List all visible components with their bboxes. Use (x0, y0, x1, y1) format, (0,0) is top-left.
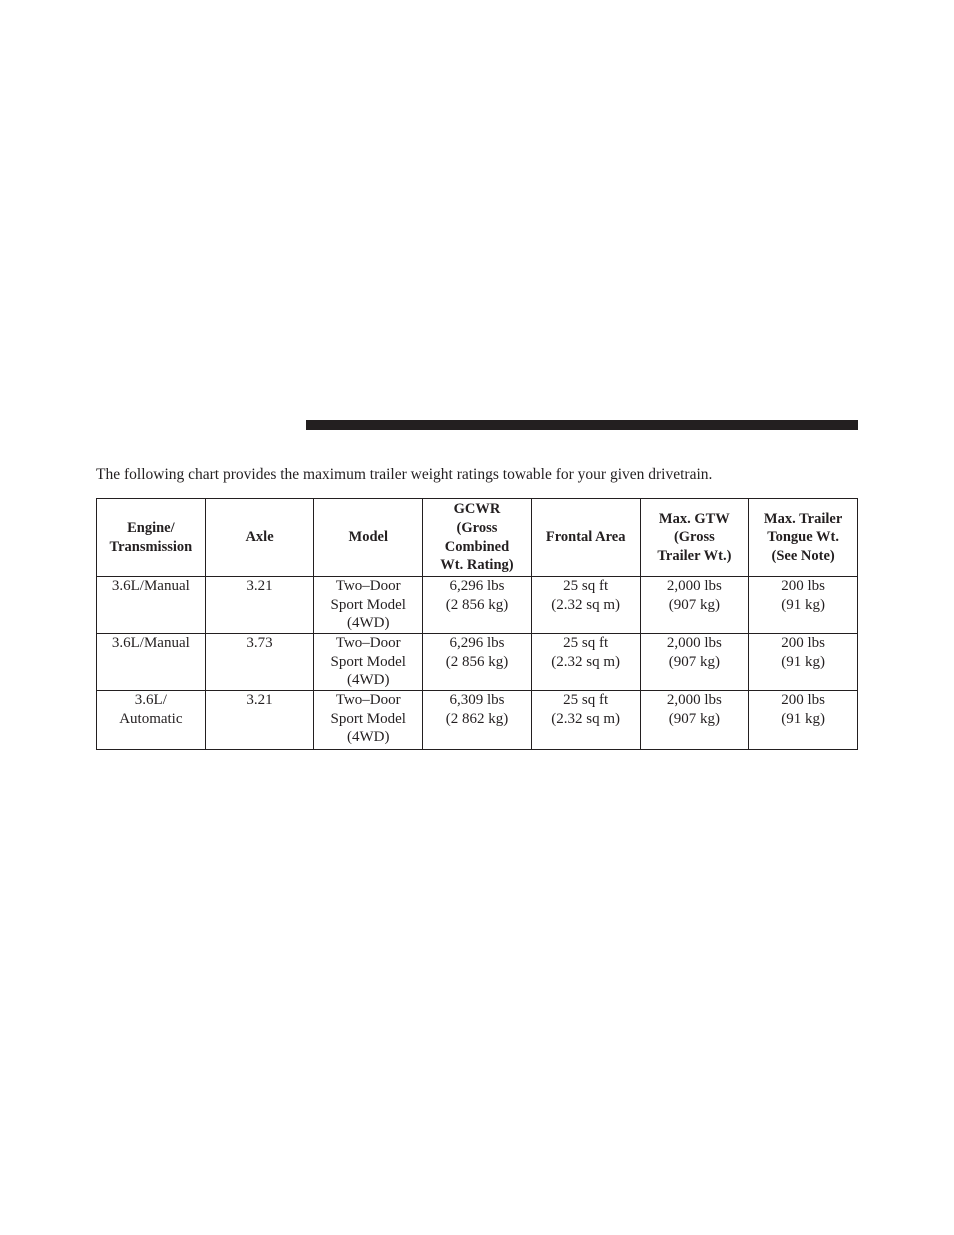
header-frontal-area: Frontal Area (531, 499, 640, 577)
cell-frontal-area: 25 sq ft (2.32 sq m) (531, 691, 640, 750)
table-row (97, 691, 858, 750)
header-engine-transmission: Engine/ Transmission (97, 499, 206, 577)
cell-model: Two–Door Sport Model (4WD) (314, 691, 423, 750)
cell-gcwr: 6,309 lbs (2 862 kg) (423, 691, 532, 750)
cell-axle: 3.21 (205, 577, 314, 634)
cell-frontal-area: 25 sq ft (2.32 sq m) (531, 634, 640, 691)
cell-axle: 3.21 (205, 691, 314, 750)
cell-gcwr: 6,296 lbs (2 856 kg) (423, 577, 532, 634)
cell-max-gtw: 2,000 lbs (907 kg) (640, 577, 749, 634)
header-axle: Axle (205, 499, 314, 577)
cell-axle: 3.73 (205, 634, 314, 691)
table-row (97, 577, 858, 634)
header-model: Model (314, 499, 423, 577)
trailer-weight-ratings-table (96, 498, 858, 750)
cell-engine-transmission: 3.6L/ Automatic (97, 691, 206, 750)
cell-engine-transmission: 3.6L/Manual (97, 577, 206, 634)
cell-frontal-area: 25 sq ft (2.32 sq m) (531, 577, 640, 634)
cell-engine-transmission: 3.6L/Manual (97, 634, 206, 691)
cell-max-tongue-wt: 200 lbs (91 kg) (749, 577, 858, 634)
intro-paragraph: The following chart provides the maximum trailer weight ratings towable for your given drivetrain. (96, 466, 713, 483)
cell-model: Two–Door Sport Model (4WD) (314, 577, 423, 634)
table-header-row (97, 499, 858, 577)
cell-gcwr: 6,296 lbs (2 856 kg) (423, 634, 532, 691)
table-row (97, 634, 858, 691)
cell-max-tongue-wt: 200 lbs (91 kg) (749, 691, 858, 750)
cell-max-tongue-wt: 200 lbs (91 kg) (749, 634, 858, 691)
header-max-gtw: Max. GTW (Gross Trailer Wt.) (640, 499, 749, 577)
cell-max-gtw: 2,000 lbs (907 kg) (640, 634, 749, 691)
header-gcwr: GCWR (Gross Combined Wt. Rating) (423, 499, 532, 577)
cell-max-gtw: 2,000 lbs (907 kg) (640, 691, 749, 750)
cell-model: Two–Door Sport Model (4WD) (314, 634, 423, 691)
header-max-tongue-wt: Max. Trailer Tongue Wt. (See Note) (749, 499, 858, 577)
section-header-rule (306, 420, 858, 430)
